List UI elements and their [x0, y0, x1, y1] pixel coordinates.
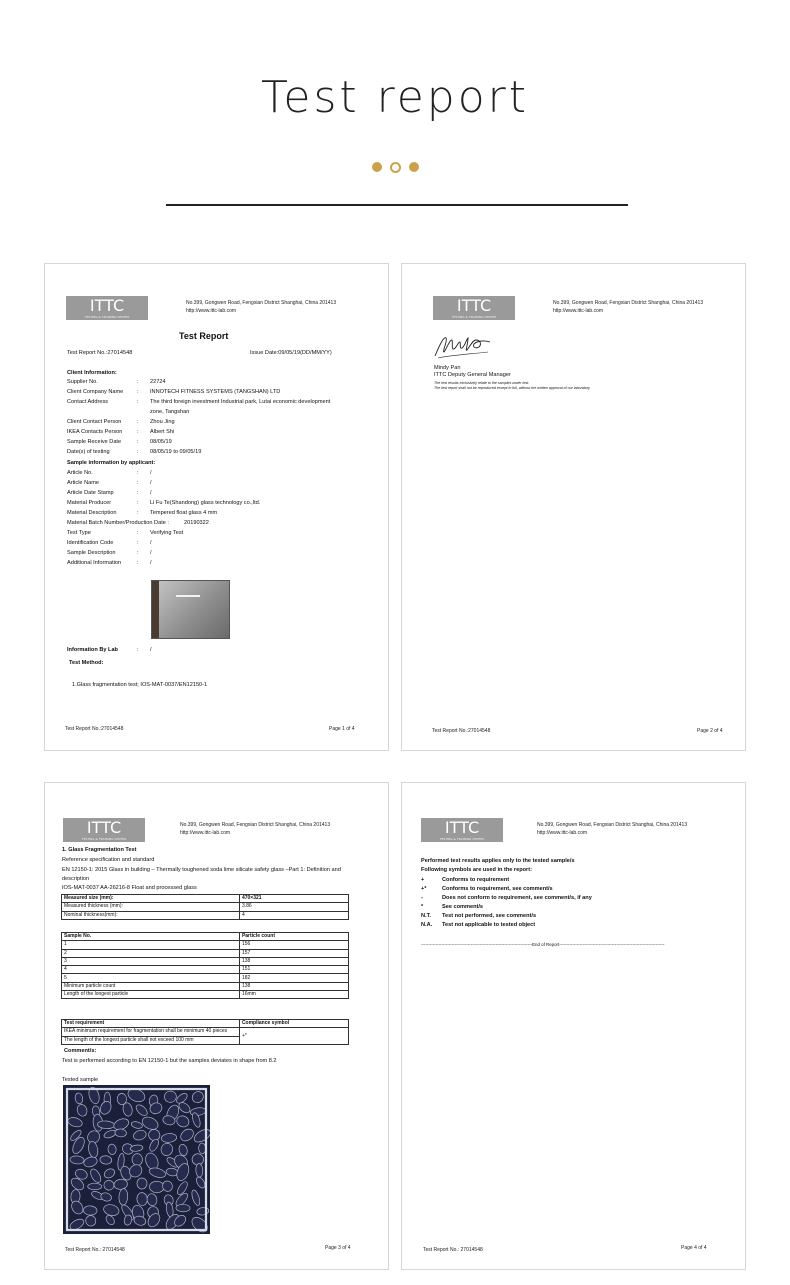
- field-label: Test Type: [67, 530, 91, 536]
- table-row: [62, 957, 349, 965]
- field-value: Li Fu Te(Shandong) glass technology co.,ltd.: [150, 500, 261, 506]
- note-1: The test results exclusively relate to the samples under test.: [434, 381, 530, 385]
- field-value: The third foreign investment Industrial park, Lutai economic development: [150, 399, 331, 405]
- lab-address: No.399, Gongwen Road, Fengxian District Shanghai, China 201413 http://www.ittc-lab.com: [537, 822, 688, 836]
- field-label: Sample Description: [67, 550, 116, 556]
- table-cell: 4: [62, 966, 240, 974]
- table-row: [62, 903, 349, 911]
- test-method-item: 1.Glass fragmentation test; IOS-MAT-0037/EN12150-1: [72, 682, 208, 688]
- table-row: [62, 1028, 349, 1036]
- field-separator: :: [137, 389, 139, 395]
- table-cell: 470×321: [239, 895, 348, 903]
- field-separator: :: [137, 480, 139, 486]
- report-page-1: [44, 263, 389, 751]
- legend-description: See comment/s: [442, 904, 484, 910]
- table-row: [62, 966, 349, 974]
- issue-date: Issue Date:09/05/19(DD/MM/YY): [250, 350, 332, 356]
- field-separator: :: [137, 449, 139, 455]
- table-cell: Compliance symbol: [239, 1020, 348, 1028]
- table-cell: Minimum particle count: [62, 982, 240, 990]
- info-by-lab-label: Information By Lab: [67, 647, 118, 653]
- ittc-logo: ITTC TESTING & TRAINING CENTER: [433, 296, 515, 320]
- ring-dot-icon: [390, 162, 401, 173]
- table-cell: Nominal thickness(mm):: [62, 911, 240, 919]
- field-value: /: [150, 540, 152, 546]
- field-label: Client Company Name: [67, 389, 124, 395]
- table-cell: 156: [239, 941, 348, 949]
- table-row: [62, 991, 349, 999]
- table-cell: Test requirement: [62, 1020, 240, 1028]
- table-cell: 3: [62, 957, 240, 965]
- fragmented-glass-photo: [63, 1085, 210, 1234]
- field-value: INNOTECH FITNESS SYSTEMS (TANGSHAN) LTD: [150, 389, 281, 395]
- comments-text: Test is performed according to EN 12150-1 but the samples deviates in shape from 8.2: [62, 1058, 277, 1064]
- legend-symbol: N.A.: [421, 922, 433, 928]
- table-cell: 3.86: [239, 903, 348, 911]
- ref-title: Reference specification and standard: [62, 857, 155, 863]
- handwritten-signature: [432, 330, 494, 360]
- legend-description: Conforms to requirement: [442, 877, 510, 883]
- table-cell: 138: [239, 957, 348, 965]
- field-label: Additional Information: [67, 560, 122, 566]
- field-value: zone, Tangshan: [150, 409, 190, 415]
- field-value: Verifying Test: [150, 530, 184, 536]
- ref-line-2: description: [62, 876, 90, 882]
- table-row: [62, 941, 349, 949]
- report-heading: Test Report: [179, 331, 229, 341]
- ref-line-1: EN 12150-1: 2015 Glass in building – Thermally toughened soda lime silicate safety glass –Part 1: Definition and: [62, 867, 341, 873]
- signer-role: ITTC Deputy General Manager: [434, 372, 511, 378]
- intro-line-1: Performed test results applies only to the tested sample/s: [421, 858, 575, 864]
- table-header-row: [62, 1020, 349, 1028]
- legend-description: Test not performed, see comment/s: [442, 913, 537, 919]
- field-separator: :: [137, 419, 139, 425]
- section-title: 1. Glass Fragmentation Test: [62, 847, 137, 853]
- table-row: [62, 911, 349, 919]
- field-value: Tempered float glass 4 mm: [150, 510, 218, 516]
- sample-photo: [151, 580, 230, 639]
- field-separator: :: [137, 550, 139, 556]
- page-title: Test report: [260, 72, 530, 123]
- field-separator: :: [137, 470, 139, 476]
- legend-symbol: +: [421, 877, 425, 883]
- field-separator: :: [137, 379, 139, 385]
- legend-symbol: -: [421, 895, 423, 901]
- ref-line-3: IOS-MAT-0037 AA-26216-8 Float and processed glass: [62, 885, 197, 891]
- report-page-4: [401, 782, 746, 1270]
- field-label: Supplier No.: [67, 379, 98, 385]
- footer-page-no: Page 4 of 4: [681, 1245, 707, 1251]
- ittc-logo: ITTC TESTING & TRAINING CENTER: [421, 818, 503, 842]
- table-cell: 4: [239, 911, 348, 919]
- field-value: 08/05/19 to 09/05/19: [150, 449, 202, 455]
- ittc-logo: ITTC TESTING & TRAINING CENTER: [63, 818, 145, 842]
- intro-line-2: Following symbols are used in the report:: [421, 867, 532, 873]
- table-cell: 16mm: [239, 991, 348, 999]
- field-label: Material Producer: [67, 500, 112, 506]
- client-info-title: Client Information:: [67, 370, 117, 376]
- field-value: /: [150, 480, 152, 486]
- field-value: 20190322: [184, 520, 209, 526]
- table-cell: Sample No.: [62, 933, 240, 941]
- info-by-lab-sep: :: [137, 647, 139, 653]
- field-value: /: [150, 560, 152, 566]
- field-separator: :: [137, 399, 139, 405]
- field-label: Date(s) of testing: [67, 449, 110, 455]
- ittc-logo: ITTC TESTING & TRAINING CENTER: [66, 296, 148, 320]
- field-value: /: [150, 490, 152, 496]
- table-cell: 2: [62, 949, 240, 957]
- lab-address: No.399, Gongwen Road, Fengxian District Shanghai, China 201413 http://www.ittc-lab.com: [553, 300, 704, 314]
- table-cell: 138: [239, 982, 348, 990]
- field-label: Sample Receive Date: [67, 439, 122, 445]
- table-cell: Length of the longest particle: [62, 991, 240, 999]
- table-cell: Measured size (mm):: [62, 895, 240, 903]
- footer-page-no: Page 1 of 4: [329, 726, 355, 732]
- table-row: [62, 949, 349, 957]
- table-cell: IKEA minimum requirement for fragmentation shall be minimum 40 pieces: [62, 1028, 240, 1036]
- footer-report-no: Test Report No.:27014548: [65, 726, 124, 732]
- tested-sample-label: Tested sample: [62, 1077, 99, 1083]
- sample-info-title: Sample information by applicant:: [67, 460, 156, 466]
- requirement-table: [61, 1019, 349, 1045]
- info-by-lab-value: /: [150, 647, 152, 653]
- field-value: 22724: [150, 379, 166, 385]
- size-table: [61, 894, 349, 920]
- lab-address: No.399, Gongwen Road, Fengxian District Shanghai, China 201413 http://www.ittc-lab.com: [186, 300, 337, 314]
- dot-icon: [372, 162, 382, 172]
- field-separator: :: [137, 540, 139, 546]
- field-separator: :: [137, 439, 139, 445]
- test-method-title: Test Method:: [69, 660, 104, 666]
- field-label: Article No.: [67, 470, 93, 476]
- field-value: /: [150, 550, 152, 556]
- dot-icon: [409, 162, 419, 172]
- field-separator: :: [137, 429, 139, 435]
- end-of-report: ----------------------------------------------------------------------------End of Report------------------------------------------------------------------------: [421, 942, 665, 947]
- field-separator: :: [137, 510, 139, 516]
- field-separator: :: [137, 560, 139, 566]
- footer-page-no: Page 3 of 4: [325, 1245, 351, 1251]
- table-cell: The length of the longest particle shall not exceed 100 mm: [62, 1036, 240, 1044]
- report-page-3: [44, 782, 389, 1270]
- report-number: Test Report No.:27014548: [67, 350, 133, 356]
- compliance-symbol: +*: [239, 1028, 348, 1045]
- field-label: Material Description: [67, 510, 117, 516]
- legend-description: Conforms to requirement, see comment/s: [442, 886, 553, 892]
- field-label: Identification Code: [67, 540, 114, 546]
- table-cell: 151: [239, 966, 348, 974]
- particle-count-table: [61, 932, 349, 999]
- table-cell: 182: [239, 974, 348, 982]
- field-label: IKEA Contacts Person: [67, 429, 123, 435]
- title-divider: [166, 204, 628, 206]
- field-separator: :: [137, 530, 139, 536]
- field-label: Article Name: [67, 480, 100, 486]
- field-label: Client Contact Person: [67, 419, 122, 425]
- table-cell: 5: [62, 974, 240, 982]
- signer-name: Mindy Pan: [434, 365, 461, 371]
- footer-page-no: Page 2 of 4: [697, 728, 723, 734]
- legend-description: Test not applicable to tested object: [442, 922, 536, 928]
- field-value: 08/05/19: [150, 439, 172, 445]
- table-cell: Measured thickness (mm):: [62, 903, 240, 911]
- report-page-2: [401, 263, 746, 751]
- table-cell: 1: [62, 941, 240, 949]
- footer-report-no: Test Report No.: 27014548: [65, 1247, 125, 1253]
- footer-report-no: Test Report No.: 27014548: [423, 1247, 483, 1253]
- comments-title: Comment/s:: [64, 1048, 97, 1054]
- note-2: The test report shall not be reproduced except in full, without the written approval of our laboratory.: [434, 386, 591, 390]
- footer-report-no: Test Report No.:27014548: [432, 728, 491, 734]
- legend-symbol: N.T.: [421, 913, 431, 919]
- field-label: Article Date Stamp: [67, 490, 114, 496]
- field-label: Material Batch Number/Production Date :: [67, 520, 169, 526]
- table-cell: Particle count: [239, 933, 348, 941]
- lab-address: No.399, Gongwen Road, Fengxian District Shanghai, China 201413 http://www.ittc-lab.com: [180, 822, 331, 836]
- table-row: [62, 895, 349, 903]
- field-value: /: [150, 470, 152, 476]
- table-cell: 157: [239, 949, 348, 957]
- legend-symbol: +*: [421, 886, 427, 892]
- table-row: [62, 974, 349, 982]
- legend-symbol: *: [421, 904, 424, 910]
- table-header-row: [62, 933, 349, 941]
- field-label: Contact Address: [67, 399, 109, 405]
- table-row: [62, 982, 349, 990]
- field-value: Albert Shi: [150, 429, 175, 435]
- field-separator: :: [137, 490, 139, 496]
- field-separator: :: [137, 500, 139, 506]
- legend-description: Does not conform to requirement, see comment/s, if any: [442, 895, 592, 901]
- field-value: Zhou Jing: [150, 419, 175, 425]
